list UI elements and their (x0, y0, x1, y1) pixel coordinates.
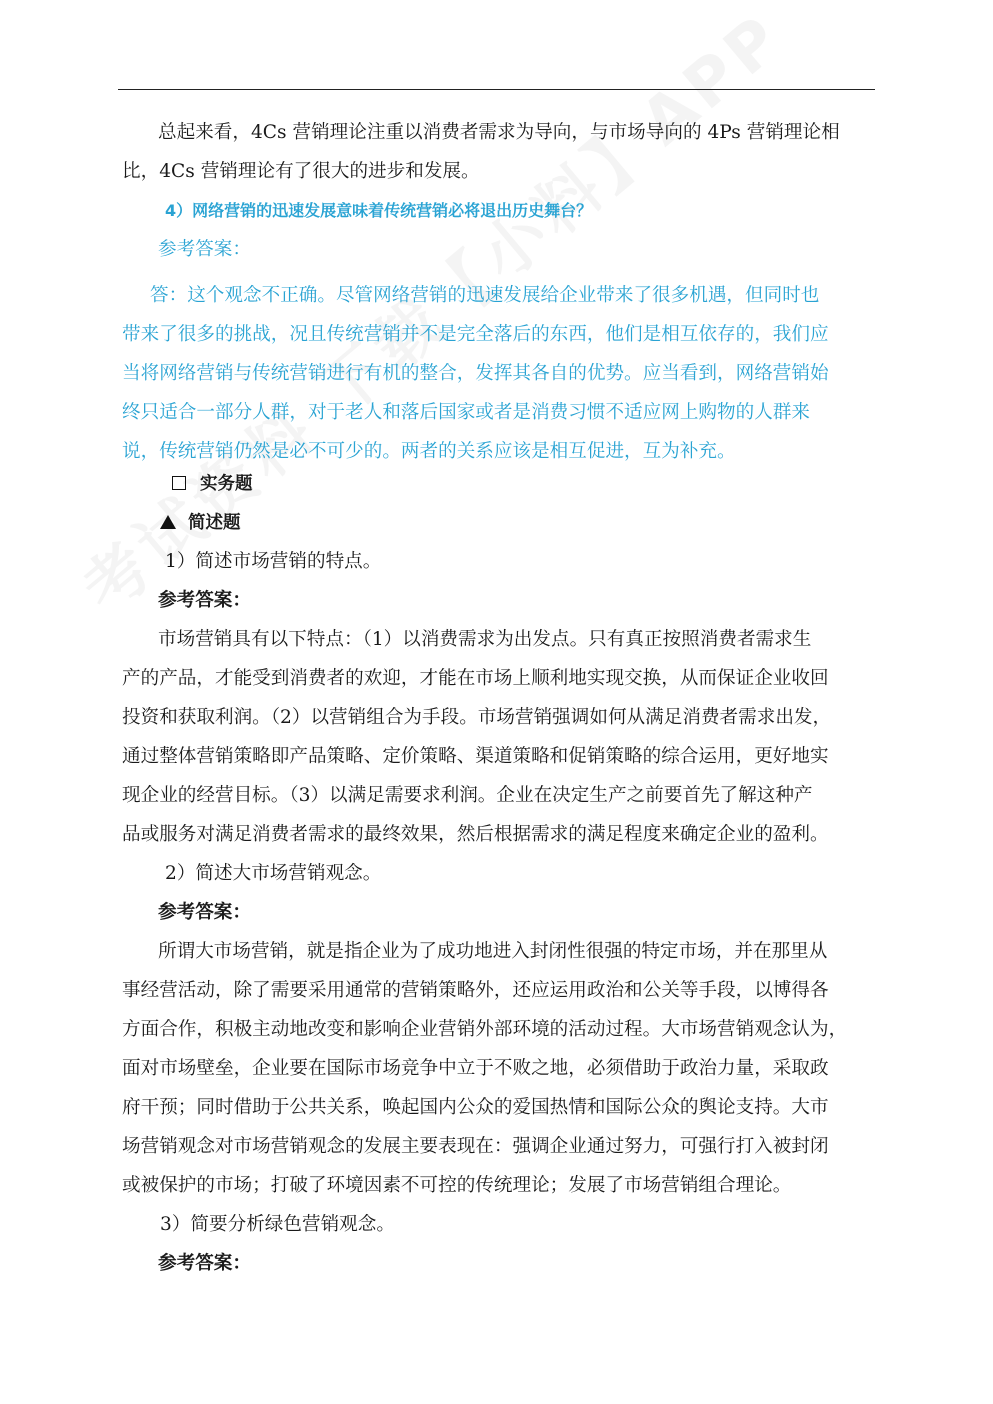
answer-1-line-3: 投资和获取利润。（2）以营销组合为手段。市场营销强调如何从满足消费者需求出发， (122, 707, 832, 728)
answer-4-line-5: 说，传统营销仍然是必不可少的。两者的关系应该是相互促进，互为补充。 (122, 441, 736, 462)
answer-2-line-4: 面对市场壁垒，企业要在国际市场竞争中立于不败之地，必须借助于政治力量，采取政 (122, 1058, 829, 1079)
answer-4-line-4: 终只适合一部分人群，对于老人和落后国家或者是消费习惯不适应网上购物的人群来 (122, 402, 810, 423)
header-rule (118, 89, 875, 90)
section-short-answer (160, 503, 920, 543)
section-practice (172, 464, 932, 504)
checkbox-square-icon (172, 476, 186, 490)
question-1: 1）简述市场营销的特点。 (165, 551, 382, 572)
answer-2-line-7: 或被保护的市场；打破了环境因素不可控的传统理论；发展了市场营销组合理论。 (122, 1175, 792, 1196)
summary-line-2: 比，4Cs 营销理论有了很大的进步和发展。 (122, 161, 480, 182)
answer-2-line-5: 府干预；同时借助于公共关系，唤起国内公众的爱国热情和国际公众的舆论支持。大市 (122, 1097, 829, 1118)
answer-4-line-1: 答：这个观念不正确。尽管网络营销的迅速发展给企业带来了很多机遇，但同时也 (150, 285, 820, 306)
answer-1-line-5: 现企业的经营目标。（3）以满足需要求利润。企业在决定生产之前要首先了解这种产 (122, 785, 813, 806)
answer-1-line-2: 产的产品，才能受到消费者的欢迎，才能在市场上顺利地实现交换，从而保证企业收回 (122, 668, 829, 689)
answer-label-3: 参考答案： (158, 1253, 251, 1274)
answer-2-line-2: 事经营活动，除了需要采用通常的营销策略外，还应运用政治和公关等手段，以博得各 (122, 980, 829, 1001)
answer-4-line-3: 当将网络营销与传统营销进行有机的整合，发挥其各自的优势。应当看到，网络营销始 (122, 363, 829, 384)
section-short-answer-label: 简述题 (188, 513, 241, 533)
summary-line-1: 总起来看，4Cs 营销理论注重以消费者需求为导向，与市场导向的 4Ps 营销理论相 (158, 122, 840, 143)
answer-2-line-6: 场营销观念对市场营销观念的发展主要表现在：强调企业通过努力，可强行打入被封闭 (122, 1136, 829, 1157)
triangle-icon (160, 515, 176, 529)
question-4-heading: 4）网络营销的迅速发展意味着传统营销必将退出历史舞台？ (165, 201, 593, 220)
answer-2-line-3: 方面合作，积极主动地改变和影响企业营销外部环境的活动过程。大市场营销观念认为， (122, 1019, 848, 1040)
question-3: 3）简要分析绿色营销观念。 (160, 1214, 395, 1235)
answer-1-line-1: 市场营销具有以下特点：（1）以消费需求为出发点。只有真正按照消费者需求生 (158, 629, 812, 650)
answer-2-line-1: 所谓大市场营销，就是指企业为了成功地进入封闭性很强的特定市场，并在那里从 (158, 941, 828, 962)
answer-1-line-6: 品或服务对满足消费者需求的最终效果，然后根据需求的满足程度来确定企业的盈利。 (122, 824, 829, 845)
answer-label-blue: 参考答案： (158, 239, 251, 260)
answer-label-1: 参考答案： (158, 590, 251, 611)
answer-4-line-2: 带来了很多的挑战，况且传统营销并不是完全落后的东西，他们是相互依存的，我们应 (122, 324, 829, 345)
answer-1-line-4: 通过整体营销策略即产品策略、定价策略、渠道策略和促销策略的综合运用，更好地实 (122, 746, 829, 767)
question-2: 2）简述大市场营销观念。 (165, 863, 382, 884)
answer-label-2: 参考答案： (158, 902, 251, 923)
section-practice-label: 实务题 (200, 474, 253, 494)
